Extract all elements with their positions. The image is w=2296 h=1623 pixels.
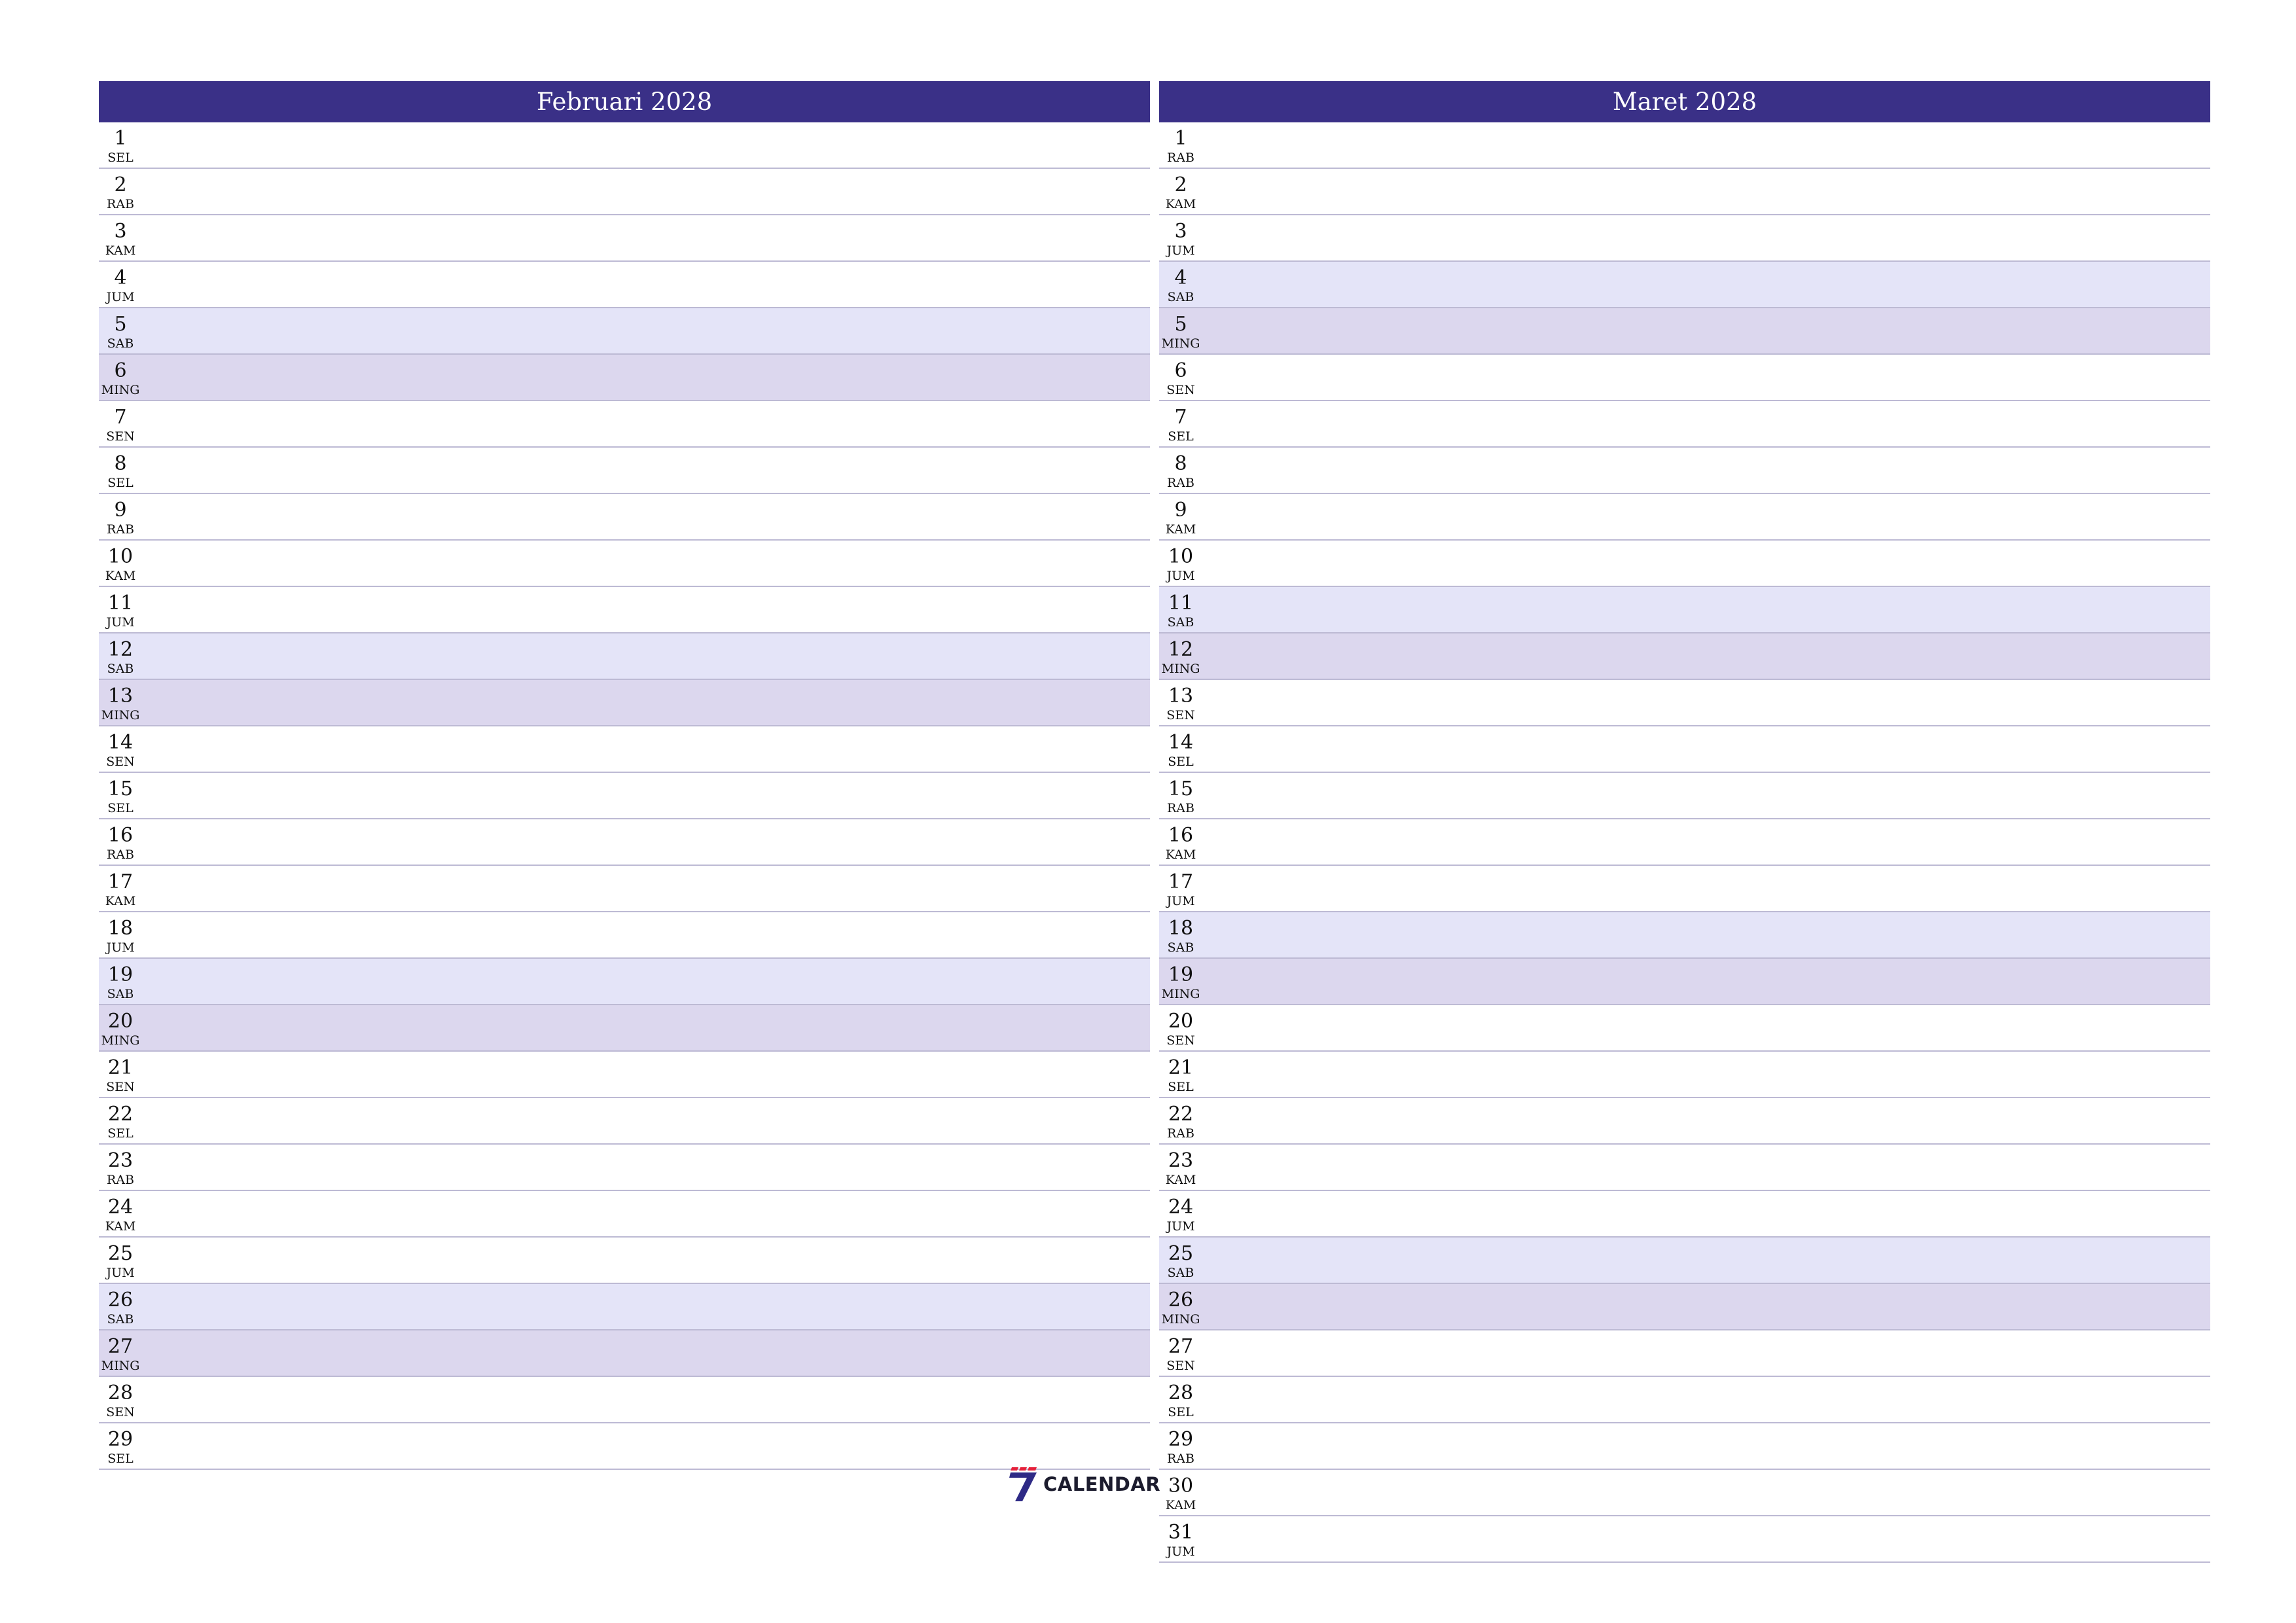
- day-row: [1159, 773, 2210, 819]
- day-row: [99, 1423, 1150, 1470]
- day-number: 12: [107, 638, 134, 661]
- weekday-label: SEL: [107, 1452, 134, 1466]
- day-row: [99, 1330, 1150, 1377]
- day-list: [1159, 122, 2210, 1563]
- day-row: [1159, 1284, 2210, 1330]
- day-number: 13: [107, 685, 134, 707]
- weekday-label: JUM: [1166, 243, 1195, 258]
- day-row: [1159, 169, 2210, 215]
- day-number: 21: [107, 1056, 134, 1079]
- day-row: [99, 541, 1150, 587]
- day-row: [99, 866, 1150, 912]
- weekday-label: MING: [101, 1359, 140, 1373]
- day-row: [99, 680, 1150, 726]
- day-row: [1159, 819, 2210, 866]
- day-number: 4: [114, 266, 127, 289]
- weekday-label: SEL: [1168, 429, 1194, 444]
- weekday-label: KAM: [105, 569, 136, 583]
- weekday-label: RAB: [1167, 801, 1194, 815]
- day-row: [1159, 494, 2210, 541]
- weekday-label: SAB: [1167, 1266, 1194, 1280]
- day-number: 10: [1168, 545, 1194, 568]
- weekday-label: MING: [101, 1033, 140, 1048]
- day-number: 27: [1168, 1335, 1194, 1358]
- day-row: [1159, 912, 2210, 959]
- weekday-label: SEL: [107, 1126, 134, 1141]
- day-row: [99, 355, 1150, 401]
- day-number: 5: [1174, 313, 1187, 336]
- weekday-label: SEL: [1168, 1080, 1194, 1094]
- day-number: 5: [114, 313, 127, 336]
- day-row: [99, 1005, 1150, 1052]
- day-row: [1159, 1098, 2210, 1145]
- day-number: 9: [1174, 499, 1187, 522]
- weekday-label: MING: [1161, 662, 1200, 676]
- day-number: 29: [1168, 1428, 1194, 1451]
- day-number: 16: [107, 824, 134, 847]
- weekday-label: SEN: [1166, 1033, 1195, 1048]
- weekday-label: RAB: [1167, 476, 1194, 490]
- day-row: [99, 308, 1150, 355]
- day-number: 11: [107, 592, 134, 615]
- weekday-label: SEL: [107, 801, 134, 815]
- weekday-label: SEN: [1166, 383, 1195, 397]
- weekday-label: KAM: [105, 243, 136, 258]
- day-number: 29: [107, 1428, 134, 1451]
- day-list: [99, 122, 1150, 1470]
- weekday-label: RAB: [1167, 1126, 1194, 1141]
- day-row: [99, 1052, 1150, 1098]
- day-row: [99, 494, 1150, 541]
- day-number: 8: [114, 452, 127, 475]
- day-row: [99, 633, 1150, 680]
- weekday-label: SEN: [106, 429, 135, 444]
- day-row: [99, 1238, 1150, 1284]
- day-row: [99, 401, 1150, 448]
- day-number: 7: [114, 406, 127, 429]
- day-number: 19: [1168, 963, 1194, 986]
- day-number: 31: [1168, 1521, 1194, 1544]
- day-number: 28: [107, 1382, 134, 1404]
- day-row: [1159, 1005, 2210, 1052]
- day-number: 6: [1174, 359, 1187, 382]
- weekday-label: JUM: [1166, 894, 1195, 908]
- weekday-label: KAM: [105, 894, 136, 908]
- day-row: [1159, 308, 2210, 355]
- day-number: 4: [1174, 266, 1187, 289]
- weekday-label: SAB: [1167, 290, 1194, 304]
- day-row: [1159, 122, 2210, 169]
- day-row: [1159, 355, 2210, 401]
- day-number: 19: [107, 963, 134, 986]
- weekday-label: SEN: [1166, 708, 1195, 722]
- weekday-label: SEL: [1168, 755, 1194, 769]
- day-number: 22: [107, 1103, 134, 1126]
- weekday-label: MING: [101, 383, 140, 397]
- weekday-label: MING: [1161, 987, 1200, 1001]
- day-number: 26: [107, 1289, 134, 1311]
- day-number: 3: [1174, 220, 1187, 243]
- weekday-label: SAB: [107, 336, 134, 351]
- day-row: [99, 1145, 1150, 1191]
- weekday-label: JUM: [1166, 1219, 1195, 1234]
- day-row: [1159, 1423, 2210, 1470]
- weekday-label: RAB: [107, 522, 134, 537]
- calendar-logo: [1008, 1466, 1160, 1503]
- seven-logo-icon: [1008, 1466, 1039, 1503]
- day-row: [99, 1377, 1150, 1423]
- weekday-label: SAB: [107, 987, 134, 1001]
- month-title: Maret 2028: [1159, 81, 2210, 122]
- weekday-label: SAB: [107, 662, 134, 676]
- day-row: [99, 448, 1150, 494]
- weekday-label: JUM: [106, 290, 135, 304]
- day-number: 8: [1174, 452, 1187, 475]
- day-number: 21: [1168, 1056, 1194, 1079]
- day-number: 23: [1168, 1149, 1194, 1172]
- day-row: [1159, 959, 2210, 1005]
- day-row: [99, 726, 1150, 773]
- day-number: 18: [107, 917, 134, 940]
- day-row: [99, 773, 1150, 819]
- day-number: 14: [1168, 731, 1194, 754]
- weekday-label: JUM: [1166, 569, 1195, 583]
- day-number: 9: [114, 499, 127, 522]
- day-row: [1159, 866, 2210, 912]
- weekday-label: MING: [101, 708, 140, 722]
- day-row: [1159, 448, 2210, 494]
- weekday-label: JUM: [106, 1266, 135, 1280]
- day-number: 6: [114, 359, 127, 382]
- day-number: 20: [107, 1010, 134, 1033]
- weekday-label: JUM: [1166, 1544, 1195, 1559]
- day-number: 7: [1174, 406, 1187, 429]
- weekday-label: RAB: [107, 197, 134, 211]
- day-number: 2: [1174, 173, 1187, 196]
- weekday-label: SEL: [1168, 1405, 1194, 1419]
- day-row: [99, 169, 1150, 215]
- day-number: 12: [1168, 638, 1194, 661]
- day-row: [99, 122, 1150, 169]
- day-number: 20: [1168, 1010, 1194, 1033]
- day-row: [1159, 1145, 2210, 1191]
- day-number: 18: [1168, 917, 1194, 940]
- weekday-label: KAM: [1165, 847, 1196, 862]
- weekday-label: KAM: [1165, 522, 1196, 537]
- day-row: [1159, 215, 2210, 262]
- day-row: [99, 959, 1150, 1005]
- weekday-label: KAM: [1165, 1173, 1196, 1187]
- weekday-label: SEN: [1166, 1359, 1195, 1373]
- day-number: 24: [107, 1196, 134, 1219]
- day-number: 17: [107, 870, 134, 893]
- day-number: 27: [107, 1335, 134, 1358]
- weekday-label: SAB: [1167, 940, 1194, 955]
- day-number: 25: [107, 1242, 134, 1265]
- weekday-label: KAM: [1165, 1498, 1196, 1512]
- day-row: [99, 587, 1150, 633]
- day-row: [99, 1191, 1150, 1238]
- weekday-label: SEL: [107, 476, 134, 490]
- weekday-label: SEN: [106, 1080, 135, 1094]
- day-row: [1159, 1052, 2210, 1098]
- day-row: [1159, 680, 2210, 726]
- weekday-label: RAB: [1167, 151, 1194, 165]
- day-row: [1159, 262, 2210, 308]
- weekday-label: KAM: [1165, 197, 1196, 211]
- day-number: 24: [1168, 1196, 1194, 1219]
- weekday-label: MING: [1161, 1312, 1200, 1327]
- day-number: 15: [107, 777, 134, 800]
- day-number: 2: [114, 173, 127, 196]
- weekday-label: SAB: [107, 1312, 134, 1327]
- weekday-label: RAB: [107, 1173, 134, 1187]
- month-february: [99, 81, 1150, 1470]
- day-row: [99, 912, 1150, 959]
- month-title: Februari 2028: [99, 81, 1150, 122]
- weekday-label: KAM: [105, 1219, 136, 1234]
- weekday-label: RAB: [1167, 1452, 1194, 1466]
- weekday-label: RAB: [107, 847, 134, 862]
- day-row: [1159, 726, 2210, 773]
- logo-text: CALENDAR: [1043, 1473, 1161, 1495]
- weekday-label: JUM: [106, 940, 135, 955]
- day-number: 13: [1168, 685, 1194, 707]
- day-number: 16: [1168, 824, 1194, 847]
- day-number: 25: [1168, 1242, 1194, 1265]
- day-number: 26: [1168, 1289, 1194, 1311]
- day-number: 23: [107, 1149, 134, 1172]
- day-number: 10: [107, 545, 134, 568]
- day-row: [99, 1284, 1150, 1330]
- day-row: [1159, 401, 2210, 448]
- day-row: [1159, 541, 2210, 587]
- day-number: 1: [1174, 127, 1187, 150]
- day-number: 11: [1168, 592, 1194, 615]
- month-march: [1159, 81, 2210, 1563]
- day-number: 28: [1168, 1382, 1194, 1404]
- weekday-label: MING: [1161, 336, 1200, 351]
- day-row: [1159, 1470, 2210, 1516]
- day-row: [1159, 1377, 2210, 1423]
- weekday-label: SEN: [106, 755, 135, 769]
- day-number: 30: [1168, 1474, 1194, 1497]
- day-number: 15: [1168, 777, 1194, 800]
- day-row: [99, 262, 1150, 308]
- weekday-label: SEL: [107, 151, 134, 165]
- day-row: [1159, 1516, 2210, 1563]
- day-row: [1159, 1238, 2210, 1284]
- day-number: 3: [114, 220, 127, 243]
- day-row: [1159, 633, 2210, 680]
- day-row: [1159, 1191, 2210, 1238]
- day-row: [1159, 1330, 2210, 1377]
- day-number: 22: [1168, 1103, 1194, 1126]
- day-row: [99, 1098, 1150, 1145]
- day-number: 17: [1168, 870, 1194, 893]
- weekday-label: SAB: [1167, 615, 1194, 630]
- day-row: [1159, 587, 2210, 633]
- day-row: [99, 819, 1150, 866]
- day-number: 1: [114, 127, 127, 150]
- day-row: [99, 215, 1150, 262]
- weekday-label: SEN: [106, 1405, 135, 1419]
- day-number: 14: [107, 731, 134, 754]
- weekday-label: JUM: [106, 615, 135, 630]
